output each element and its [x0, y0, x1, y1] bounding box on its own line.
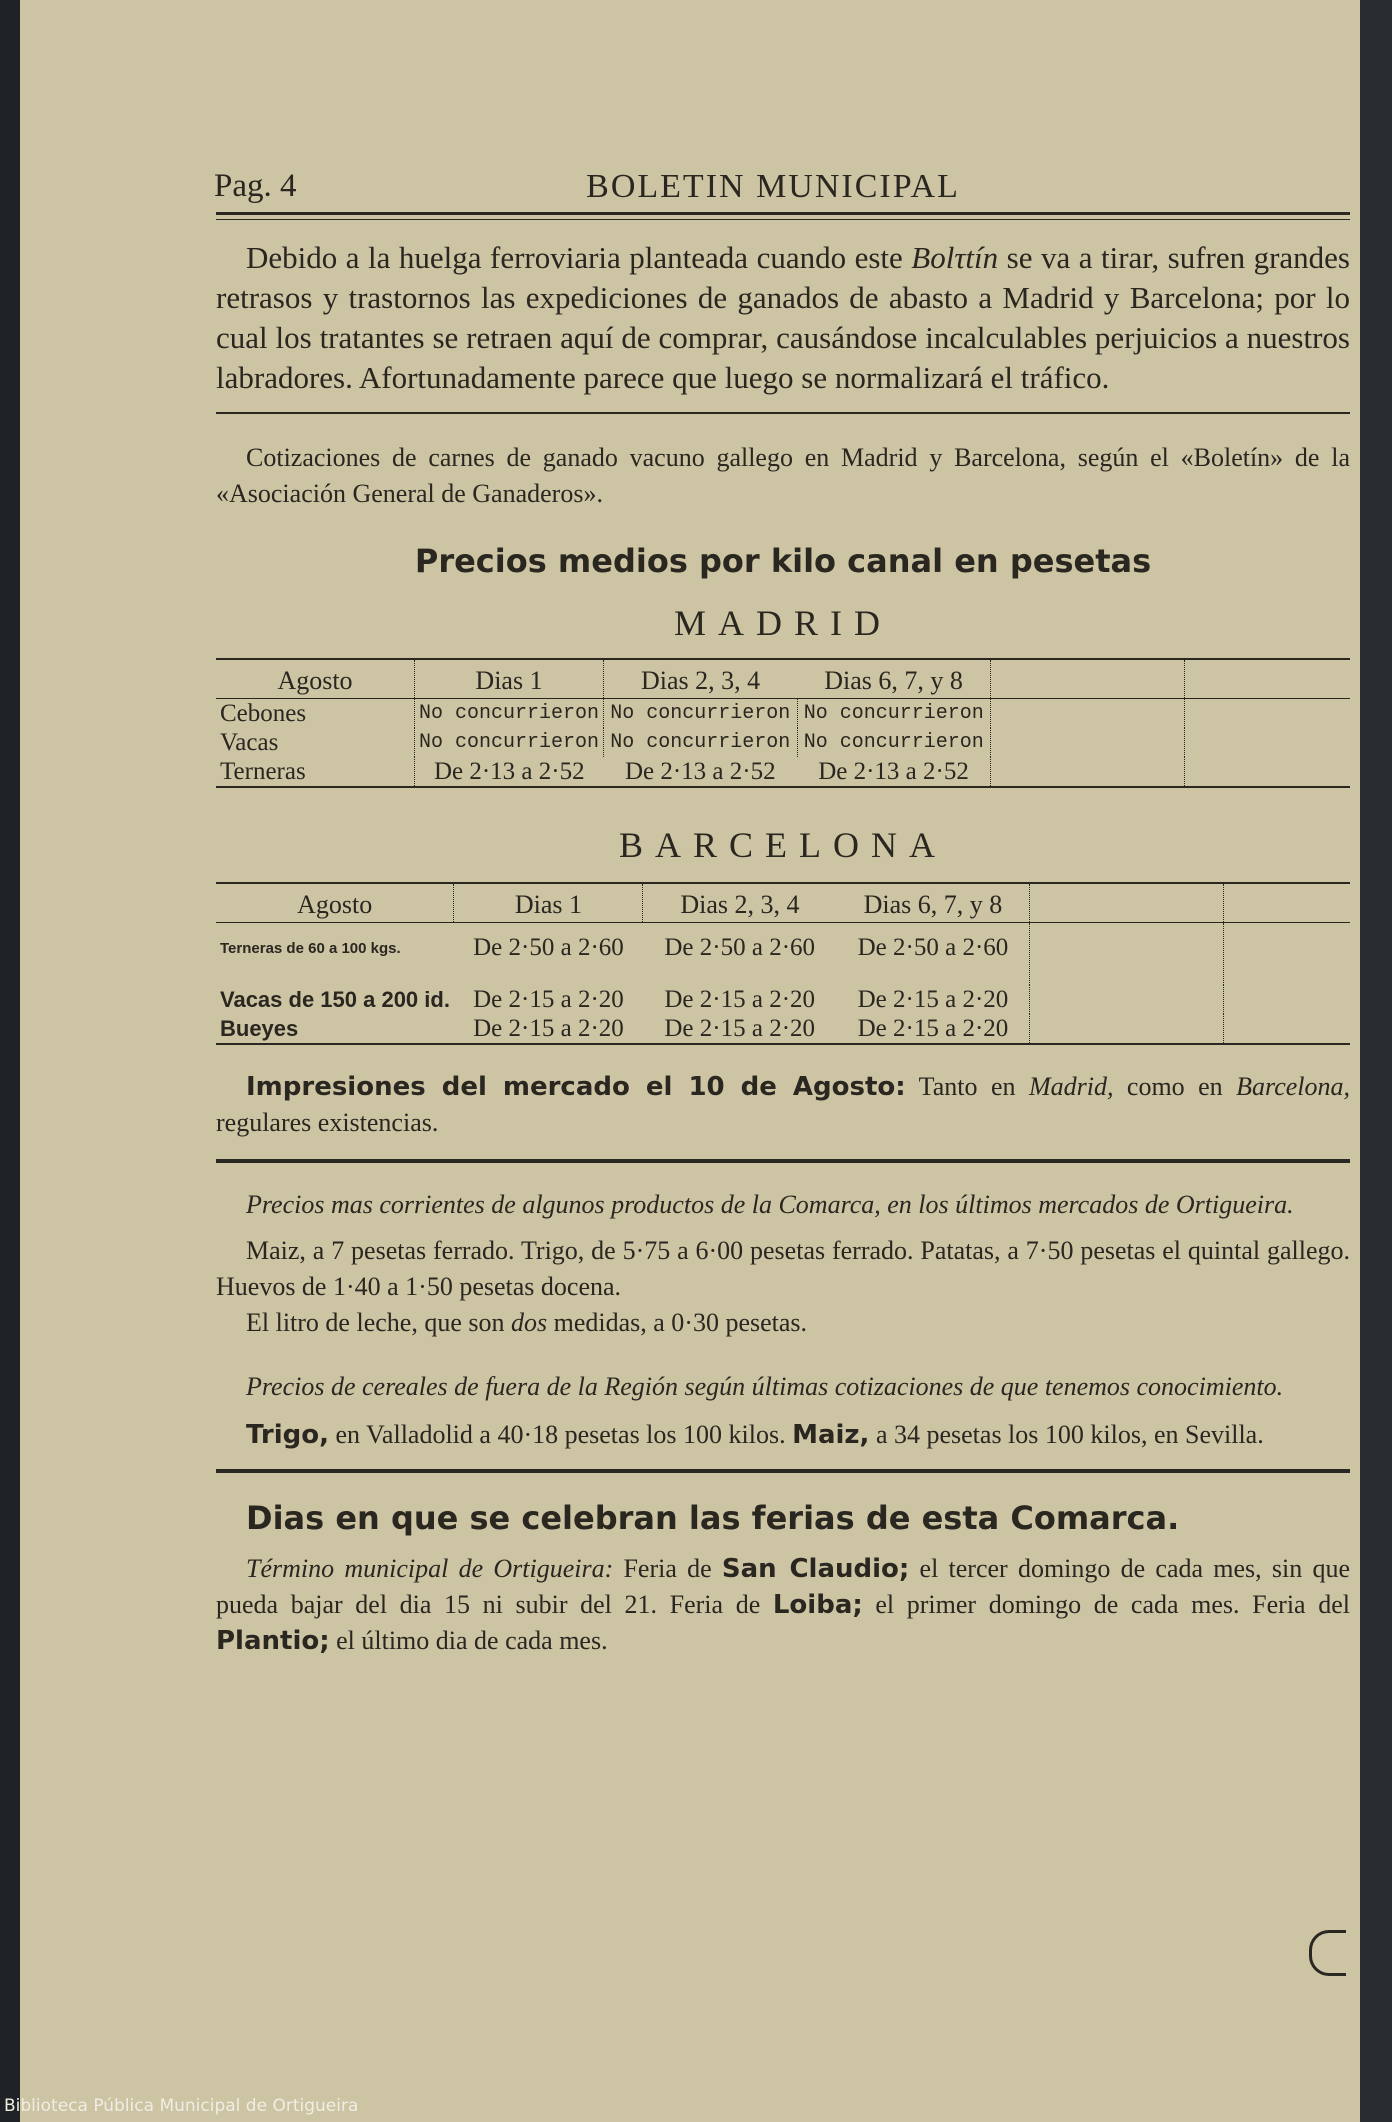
- fairs-heading: Dias en que se celebran las ferias de esta Comarca.: [246, 1499, 1180, 1537]
- table-cell: De 2·13 a 2·52: [818, 758, 969, 785]
- column-header: [1185, 659, 1350, 699]
- madrid-price-table: [216, 658, 1350, 788]
- row-label: Cebones: [220, 700, 307, 727]
- table-cell: [1030, 1014, 1224, 1044]
- page-number: Pag. 4: [214, 168, 297, 204]
- page-content: [196, 160, 1350, 1659]
- comarca-prices-line: Maiz, a 7 pesetas ferrado. Trigo, de 5·75 a 6·00 pesetas ferrado. Patatas, a 7·50 pesetas el quintal gallego. Huevos de 1·40 a 1·50 pesetas docena.: [216, 1236, 1350, 1301]
- table-row: [216, 1014, 1350, 1044]
- row-label: Vacas: [220, 729, 279, 756]
- comarca-prices-intro: Precios mas corrientes de algunos productos de la Comarca, en los últimos mercados de Ortigueira.: [246, 1190, 1294, 1219]
- table-cell: No concurrieron: [797, 699, 991, 729]
- table-cell: De 2·15 a 2·20: [473, 986, 624, 1013]
- cereals-intro: Precios de cereales de fuera de la Región según últimas cotizaciones de que tenemos conocimiento.: [246, 1372, 1284, 1401]
- table-cell: [991, 728, 1185, 757]
- quotes-intro: Cotizaciones de carnes de ganado vacuno gallego en Madrid y Barcelona, según el «Boletín» de la «Asociación General de Ganaderos».: [216, 443, 1350, 508]
- table-cell: [991, 699, 1185, 729]
- divider: [216, 1469, 1350, 1473]
- table-cell: [1224, 1014, 1350, 1044]
- column-header: [1224, 883, 1350, 923]
- row-label: Terneras de 60 a 100 kgs.: [220, 940, 401, 957]
- page-curl-mark-icon: [1309, 1930, 1346, 1976]
- prices-heading: Precios medios por kilo canal en pesetas: [414, 542, 1152, 580]
- market-impressions: Impresiones del mercado el 10 de Agosto: Tanto en Madrid, como en Barcelona, regulares existencias.: [216, 1072, 1350, 1137]
- column-header: Dias 2, 3, 4: [604, 659, 798, 699]
- table-cell: De 2·13 a 2·52: [624, 758, 776, 785]
- page-header: [196, 160, 1350, 210]
- column-header: Agosto: [216, 883, 454, 923]
- table-header-row: [216, 883, 1350, 923]
- column-header: Agosto: [216, 659, 415, 699]
- table-row: [216, 757, 1350, 787]
- table-cell: De 2·50 a 2·60: [473, 933, 624, 961]
- table-cell: [1030, 923, 1224, 986]
- library-credit: Biblioteca Pública Municipal de Ortigueira: [4, 2096, 359, 2116]
- table-cell: De 2·50 a 2·60: [664, 933, 816, 961]
- column-header: [1030, 883, 1224, 923]
- table-row: [216, 728, 1350, 757]
- table-cell: No concurrieron: [415, 728, 604, 757]
- table-cell: [1185, 699, 1350, 729]
- table-cell: [1224, 985, 1350, 1014]
- table-cell: No concurrieron: [604, 728, 798, 757]
- table-cell: De 2·15 a 2·20: [664, 1015, 816, 1042]
- fairs-text: Término municipal de Ortigueira: Feria de San Claudio; el tercer domingo de cada mes, sin que pueda bajar del dia 15 ni subir del 21. Feria de Loiba; el primer domingo de cada mes. Feria del Plantio; el último dia de cada mes.: [216, 1554, 1350, 1656]
- table-cell: No concurrieron: [604, 699, 798, 729]
- table-cell: [991, 757, 1185, 787]
- column-header: [991, 659, 1185, 699]
- table-cell: De 2·15 a 2·20: [857, 986, 1009, 1013]
- strike-notice: Debido a la huelga ferroviaria planteada cuando este Bolτtín se va a tirar, sufren grandes retrasos y trastornos las expediciones de ganados de abasto a Madrid y Barcelona; por lo cual los tratantes se retraen aquí de comprar, causándose incalculables perjuicios a nuestros labradores. Afortunadamente parece que luego se normalizará el tráfico.: [216, 240, 1351, 395]
- cereals-prices: Trigo, en Valladolid a 40·18 pesetas los 100 kilos. Maiz, a 34 pesetas los 100 kilos, en Sevilla.: [246, 1420, 1264, 1450]
- barcelona-title: BARCELONA: [618, 825, 947, 865]
- table-cell: [1185, 757, 1350, 787]
- row-label: Terneras: [220, 758, 306, 785]
- barcelona-price-table: [216, 882, 1350, 1045]
- table-row: [216, 985, 1350, 1014]
- column-header: Dias 6, 7, y 8: [836, 883, 1030, 923]
- table-row: [216, 923, 1350, 986]
- column-header: Dias 1: [454, 883, 643, 923]
- header-rule: [216, 212, 1350, 220]
- madrid-title: MADRID: [673, 603, 892, 643]
- divider: [216, 412, 1350, 414]
- column-header: Dias 1: [415, 659, 604, 699]
- column-header: Dias 6, 7, y 8: [797, 659, 991, 699]
- table-cell: De 2·13 a 2·52: [415, 757, 604, 787]
- table-cell: No concurrieron: [797, 728, 991, 757]
- table-cell: [1030, 985, 1224, 1014]
- table-row: [216, 699, 1350, 729]
- table-header-row: [216, 659, 1350, 699]
- table-cell: [1185, 728, 1350, 757]
- table-cell: No concurrieron: [415, 699, 604, 729]
- row-label: Vacas de 150 a 200 id.: [220, 987, 450, 1012]
- row-label: Bueyes: [220, 1016, 299, 1041]
- table-cell: [1224, 923, 1350, 986]
- page-title: BOLETIN MUNICIPAL: [586, 168, 960, 205]
- table-cell: De 2·15 a 2·20: [664, 986, 816, 1013]
- table-cell: De 2·15 a 2·20: [473, 1015, 624, 1042]
- column-header: Dias 2, 3, 4: [643, 883, 837, 923]
- divider: [216, 1159, 1350, 1163]
- scanned-page: [20, 0, 1360, 2122]
- milk-price-line: El litro de leche, que son dos medidas, a 0·30 pesetas.: [246, 1308, 808, 1337]
- scan-edge: [1360, 0, 1392, 2122]
- table-cell: De 2·50 a 2·60: [857, 933, 1009, 961]
- table-cell: De 2·15 a 2·20: [857, 1015, 1009, 1042]
